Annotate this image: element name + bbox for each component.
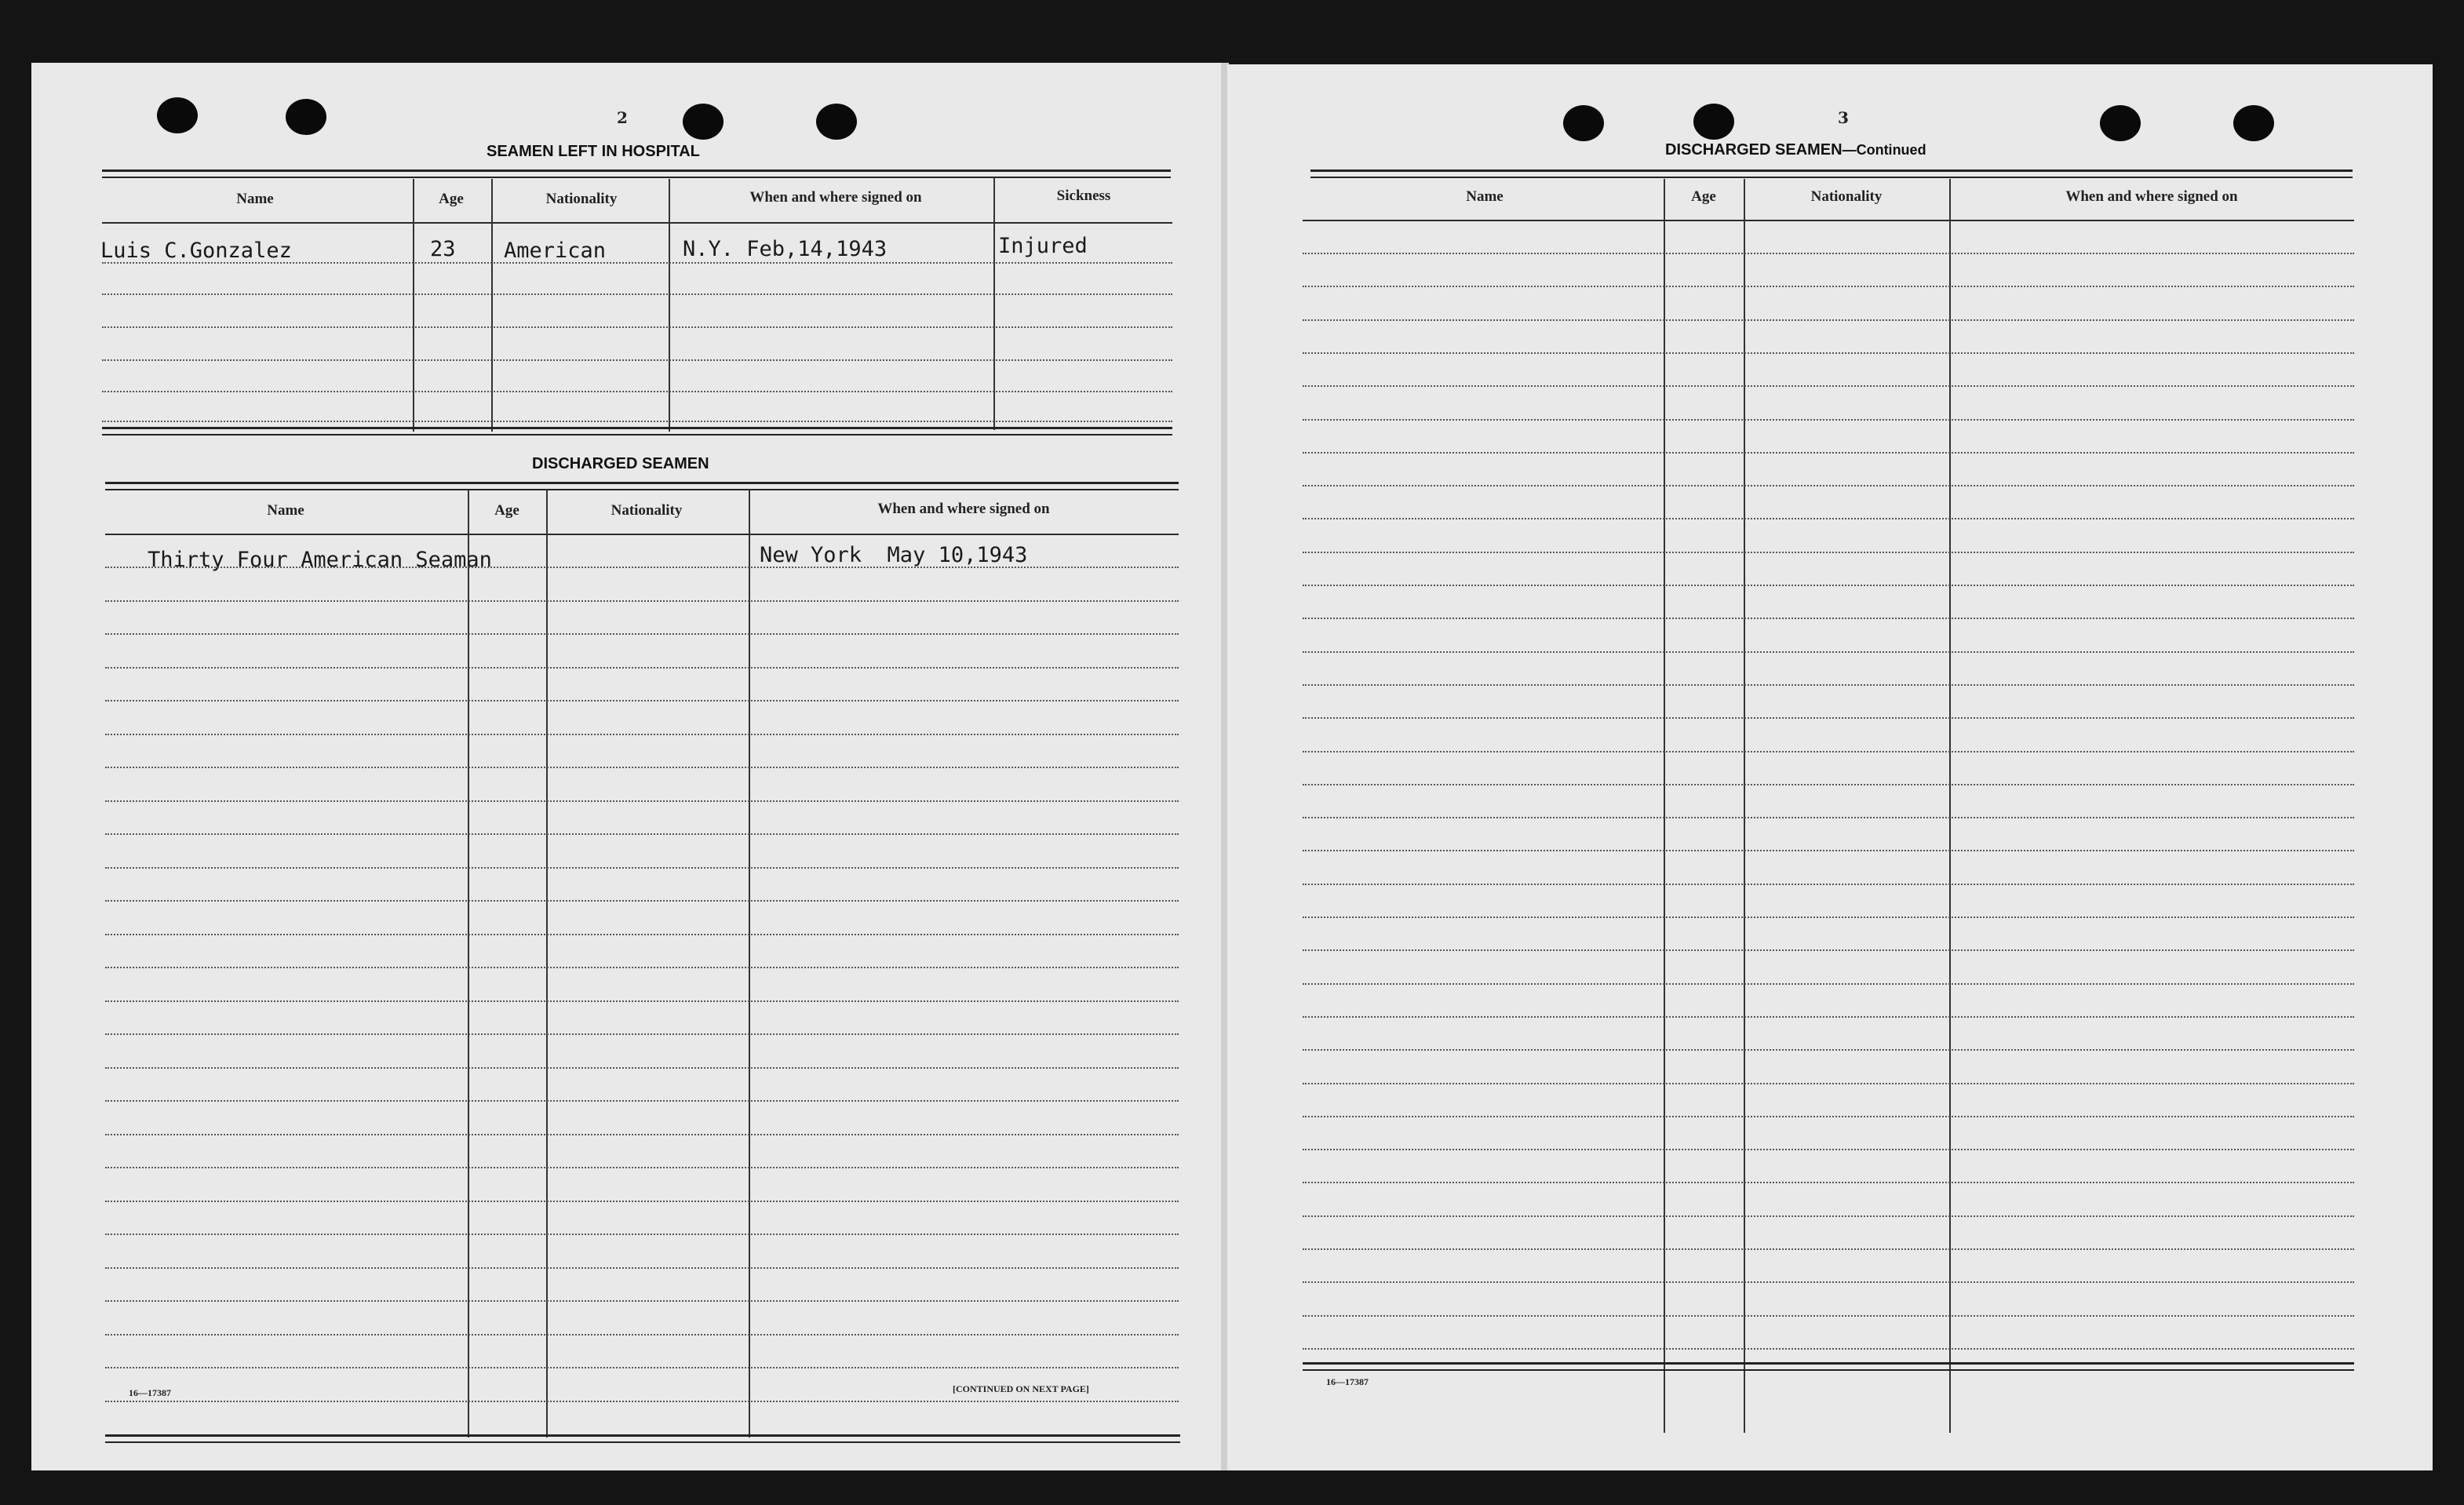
row-line <box>1303 518 2354 519</box>
punch-hole <box>1693 104 1734 140</box>
continued-note: [CONTINUED ON NEXT PAGE] <box>953 1383 1089 1394</box>
table-bottom-rule <box>102 427 1172 435</box>
hospital-row-name: Luis C.Gonzalez <box>100 239 292 263</box>
row-line <box>1303 1049 2354 1051</box>
table-top-rule <box>105 482 1179 490</box>
row-line <box>1303 884 2354 885</box>
hospital-row-nationality: American <box>504 239 607 263</box>
table-bottom-rule <box>105 1434 1180 1443</box>
column-divider <box>413 179 414 432</box>
form-number: 16—17387 <box>1326 1376 1369 1387</box>
row-line <box>1303 784 2354 785</box>
row-line <box>1303 618 2354 619</box>
row-line <box>1303 385 2354 387</box>
row-line <box>105 600 1179 602</box>
row-line <box>1303 684 2354 686</box>
row-line <box>105 800 1179 802</box>
row-line <box>1303 916 2354 918</box>
row-line <box>1303 1182 2354 1183</box>
column-divider <box>468 490 469 1438</box>
page-number: 2 <box>617 108 628 127</box>
row-line <box>1303 1281 2354 1283</box>
row-line <box>105 1300 1179 1302</box>
header-age: Age <box>494 502 519 519</box>
row-line <box>105 900 1179 902</box>
row-line <box>1303 1116 2354 1117</box>
row-line <box>105 667 1179 669</box>
row-line <box>1303 1149 2354 1150</box>
header-age: Age <box>1691 188 1716 205</box>
row-line <box>102 391 1172 392</box>
row-line <box>102 262 1172 264</box>
row-line <box>1303 1215 2354 1217</box>
row-line <box>105 700 1179 701</box>
column-divider <box>669 179 670 432</box>
row-line <box>105 767 1179 768</box>
discharged-row-name: Thirty Four American Seaman <box>148 548 492 572</box>
hospital-row-signed-on: N.Y. Feb,14,1943 <box>683 237 888 261</box>
table-top-rule <box>102 169 1171 178</box>
hospital-section-title: SEAMEN LEFT IN HOSPITAL <box>487 143 700 160</box>
row-line <box>1303 1248 2354 1250</box>
header-sickness: Sickness <box>1056 188 1111 204</box>
header-name: Name <box>267 502 304 519</box>
column-divider <box>1949 179 1951 1433</box>
row-line <box>1303 850 2354 851</box>
left-page <box>31 63 1223 1470</box>
column-divider <box>749 490 750 1438</box>
page-number: 3 <box>1838 108 1849 127</box>
row-line <box>1303 717 2354 719</box>
row-line <box>105 1234 1179 1235</box>
row-line <box>1303 319 2354 321</box>
row-line <box>1303 949 2354 951</box>
header-name: Name <box>236 191 274 207</box>
row-line <box>102 359 1172 361</box>
header-age: Age <box>439 191 464 207</box>
header-nationality: Nationality <box>611 502 683 519</box>
table-top-rule <box>1310 169 2353 178</box>
table-bottom-rule <box>1303 1362 2354 1371</box>
header-name: Name <box>1466 188 1504 205</box>
row-line <box>1303 585 2354 586</box>
row-line <box>1303 485 2354 486</box>
row-line <box>1303 1315 2354 1317</box>
hospital-row-age: 23 <box>430 237 456 261</box>
header-signed-on: When and where signed on <box>877 501 1050 517</box>
row-line <box>1303 286 2354 287</box>
row-line <box>105 734 1179 735</box>
row-line <box>1303 1016 2354 1018</box>
row-line <box>105 1367 1179 1368</box>
row-line <box>1303 552 2354 553</box>
discharged-row-signed-on: New York May 10,1943 <box>760 543 1028 567</box>
discharged-title-text: DISCHARGED SEAMEN <box>1665 141 1843 159</box>
row-line <box>1303 1083 2354 1084</box>
column-divider <box>546 490 548 1438</box>
punch-hole <box>286 99 326 135</box>
column-divider <box>1744 179 1745 1433</box>
form-number: 16—17387 <box>129 1387 171 1398</box>
row-line <box>105 1201 1179 1202</box>
header-rule <box>102 222 1172 224</box>
row-line <box>105 1134 1179 1135</box>
header-nationality: Nationality <box>1810 188 1883 205</box>
row-line <box>1303 352 2354 354</box>
row-line <box>1303 452 2354 454</box>
row-line <box>105 1100 1179 1102</box>
row-line <box>105 833 1179 835</box>
row-line <box>105 1033 1179 1035</box>
row-line <box>105 934 1179 935</box>
row-line <box>105 967 1179 968</box>
punch-hole <box>1563 105 1604 141</box>
hospital-row-sickness: Injured <box>998 234 1088 258</box>
header-nationality: Nationality <box>545 191 618 207</box>
column-divider <box>1664 179 1665 1433</box>
row-line <box>105 1000 1179 1002</box>
row-line <box>102 421 1172 422</box>
header-rule <box>105 534 1179 535</box>
row-line <box>105 867 1179 869</box>
row-line <box>105 1167 1179 1168</box>
row-line <box>1303 651 2354 653</box>
header-rule <box>1303 220 2354 221</box>
row-line <box>1303 253 2354 254</box>
header-signed-on: When and where signed on <box>2065 188 2238 205</box>
discharged-continued-title <box>1665 141 1926 159</box>
continued-suffix: —Continued <box>1842 142 1926 158</box>
discharged-section-title: DISCHARGED SEAMEN <box>532 455 709 472</box>
right-page <box>1227 64 2433 1470</box>
row-line <box>105 1401 1179 1402</box>
punch-hole <box>157 97 198 133</box>
punch-hole <box>2233 105 2274 141</box>
row-line <box>1303 751 2354 752</box>
punch-hole <box>816 104 857 140</box>
header-signed-on: When and where signed on <box>749 189 922 206</box>
punch-hole <box>2100 105 2141 141</box>
row-line <box>102 293 1172 295</box>
row-line <box>105 633 1179 635</box>
row-line <box>105 1067 1179 1069</box>
row-line <box>1303 817 2354 818</box>
row-line <box>102 326 1172 328</box>
row-line <box>105 1267 1179 1269</box>
row-line <box>1303 1348 2354 1350</box>
row-line <box>1303 419 2354 421</box>
row-line <box>105 567 1179 568</box>
row-line <box>105 1334 1179 1336</box>
column-divider <box>491 179 493 432</box>
row-line <box>1303 983 2354 985</box>
punch-hole <box>683 104 724 140</box>
